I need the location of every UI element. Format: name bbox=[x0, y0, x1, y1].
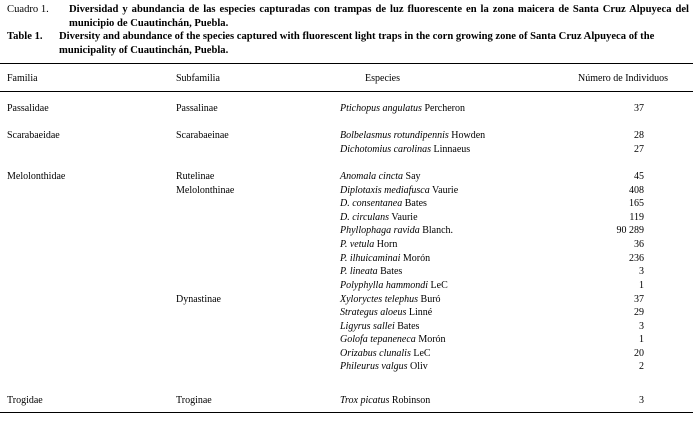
species-name: Strategus aloeus bbox=[340, 307, 407, 318]
species-author: Bates bbox=[380, 266, 403, 277]
species-name: D. consentanea bbox=[340, 198, 403, 209]
species-name: Golofa tepaneneca bbox=[340, 334, 416, 345]
cell-numero-individuos: 3 bbox=[639, 266, 644, 277]
species-name: Diplotaxis mediafusca bbox=[340, 185, 430, 196]
table-header-rule bbox=[0, 91, 693, 92]
cell-especie bbox=[340, 279, 448, 292]
table-row bbox=[0, 170, 693, 183]
cell-subfamilia: Melolonthinae bbox=[176, 185, 235, 196]
cell-especie bbox=[340, 211, 418, 224]
species-name: P. lineata bbox=[340, 266, 378, 277]
species-author: LeC bbox=[413, 348, 431, 359]
species-author: Vaurie bbox=[432, 185, 459, 196]
cell-numero-individuos: 236 bbox=[629, 253, 644, 264]
table-row bbox=[0, 143, 693, 156]
cell-subfamilia: Passalinae bbox=[176, 103, 218, 114]
cell-numero-individuos: 37 bbox=[634, 294, 644, 305]
cell-numero-individuos: 3 bbox=[639, 321, 644, 332]
cell-numero-individuos: 3 bbox=[639, 395, 644, 406]
species-name: Phileurus valgus bbox=[340, 361, 408, 372]
cell-especie bbox=[340, 238, 397, 251]
cell-familia: Trogidae bbox=[7, 395, 43, 406]
cell-familia: Scarabaeidae bbox=[7, 130, 60, 141]
species-name: Ptichopus angulatus bbox=[340, 103, 422, 114]
cell-numero-individuos: 27 bbox=[634, 144, 644, 155]
species-name: Anomala cincta bbox=[340, 171, 404, 182]
cell-familia: Melolonthidae bbox=[7, 171, 66, 182]
cell-especie bbox=[340, 347, 431, 360]
species-author: Robinson bbox=[391, 395, 431, 406]
cell-numero-individuos: 2 bbox=[639, 361, 644, 372]
cell-numero-individuos: 1 bbox=[639, 334, 644, 345]
cell-subfamilia: Rutelinae bbox=[176, 171, 215, 182]
cell-numero-individuos: 408 bbox=[629, 185, 644, 196]
species-author: Oliv bbox=[410, 361, 428, 372]
species-name: P. ilhuicaminai bbox=[340, 253, 401, 264]
cell-especie bbox=[340, 143, 470, 156]
cell-especie bbox=[340, 252, 430, 265]
cell-numero-individuos: 119 bbox=[629, 212, 644, 223]
table-row bbox=[0, 306, 693, 319]
spanish-caption-label: Cuadro 1. bbox=[7, 4, 49, 15]
species-author: Buró bbox=[420, 294, 441, 305]
spanish-caption bbox=[7, 3, 689, 30]
table-row bbox=[0, 347, 693, 360]
species-author: Bates bbox=[397, 321, 420, 332]
cell-numero-individuos: 1 bbox=[639, 280, 644, 291]
english-caption-label: Table 1. bbox=[7, 31, 43, 42]
cell-numero-individuos: 28 bbox=[634, 130, 644, 141]
species-author: Linné bbox=[408, 307, 433, 318]
table-bottom-rule bbox=[0, 412, 693, 413]
cell-familia: Passalidae bbox=[7, 103, 49, 114]
cell-numero-individuos: 37 bbox=[634, 103, 644, 114]
species-author: Percheron bbox=[424, 103, 465, 114]
species-name: D. circulans bbox=[340, 212, 390, 223]
species-name: Orizabus clunalis bbox=[340, 348, 411, 359]
species-author: LeC bbox=[430, 280, 448, 291]
species-author: Morón bbox=[402, 253, 431, 264]
table-row bbox=[0, 238, 693, 251]
table-row bbox=[0, 333, 693, 346]
spanish-caption-text: Diversidad y abundancia de las especies capturadas con trampas de luz fluorescente en la zona maicera de Santa Cruz Alpuyeca del municipio de Cuautinchán, Puebla. bbox=[69, 4, 689, 29]
cell-especie bbox=[340, 360, 428, 373]
species-author: Say bbox=[405, 171, 421, 182]
table-row bbox=[0, 293, 693, 306]
species-author: Morón bbox=[418, 334, 446, 345]
species-name: Bolbelasmus rotundipennis bbox=[340, 130, 449, 141]
cell-especie bbox=[340, 333, 446, 346]
table-row bbox=[0, 320, 693, 333]
header-subfamilia: Subfamilia bbox=[176, 73, 220, 84]
species-name: Ligyrus sallei bbox=[340, 321, 395, 332]
table-row bbox=[0, 360, 693, 373]
cell-especie bbox=[340, 102, 465, 115]
species-author: Horn bbox=[376, 239, 398, 250]
species-name: P. vetula bbox=[340, 239, 375, 250]
cell-especie bbox=[340, 197, 427, 210]
cell-numero-individuos: 29 bbox=[634, 307, 644, 318]
cell-especie bbox=[340, 184, 458, 197]
cell-numero-individuos: 20 bbox=[634, 348, 644, 359]
table-row bbox=[0, 265, 693, 278]
cell-numero-individuos: 36 bbox=[634, 239, 644, 250]
species-author: Bates bbox=[404, 198, 427, 209]
cell-especie bbox=[340, 265, 402, 278]
table-captions bbox=[7, 3, 689, 57]
cell-especie bbox=[340, 224, 453, 237]
header-especies: Especies bbox=[365, 73, 400, 84]
cell-numero-individuos: 90 289 bbox=[616, 225, 644, 236]
header-numero-individuos: Número de Individuos bbox=[578, 73, 668, 84]
species-author: Linnaeus bbox=[433, 144, 471, 155]
table-top-rule bbox=[0, 63, 693, 64]
cell-subfamilia: Scarabaeinae bbox=[176, 130, 229, 141]
cell-especie bbox=[340, 170, 421, 183]
cell-subfamilia: Dynastinae bbox=[176, 294, 221, 305]
table-row bbox=[0, 224, 693, 237]
cell-especie bbox=[340, 306, 432, 319]
cell-subfamilia: Troginae bbox=[176, 395, 212, 406]
cell-numero-individuos: 165 bbox=[629, 198, 644, 209]
cell-especie bbox=[340, 394, 430, 407]
table-row bbox=[0, 129, 693, 142]
table-row bbox=[0, 211, 693, 224]
header-familia: Familia bbox=[7, 73, 38, 84]
english-caption bbox=[7, 30, 689, 57]
species-name: Dichotomius carolinas bbox=[340, 144, 432, 155]
table-row bbox=[0, 102, 693, 115]
cell-numero-individuos: 45 bbox=[634, 171, 644, 182]
species-name: Xyloryctes telephus bbox=[340, 294, 419, 305]
species-name: Trox picatus bbox=[340, 395, 390, 406]
species-author: Howden bbox=[451, 130, 486, 141]
english-caption-text: Diversity and abundance of the species captured with fluorescent light traps in the corn growing zone of Santa Cruz Alpuyeca of the municipality of Cuautinchán, Puebla. bbox=[59, 31, 655, 56]
species-author: Vaurie bbox=[391, 212, 418, 223]
table-row bbox=[0, 279, 693, 292]
cell-especie bbox=[340, 129, 485, 142]
cell-especie bbox=[340, 293, 441, 306]
species-author: Blanch. bbox=[422, 225, 454, 236]
table-row bbox=[0, 197, 693, 210]
table-row bbox=[0, 394, 693, 407]
table-row bbox=[0, 252, 693, 265]
table-row bbox=[0, 184, 693, 197]
cell-especie bbox=[340, 320, 419, 333]
species-name: Phyllophaga ravida bbox=[340, 225, 420, 236]
species-name: Polyphylla hammondi bbox=[340, 280, 429, 291]
